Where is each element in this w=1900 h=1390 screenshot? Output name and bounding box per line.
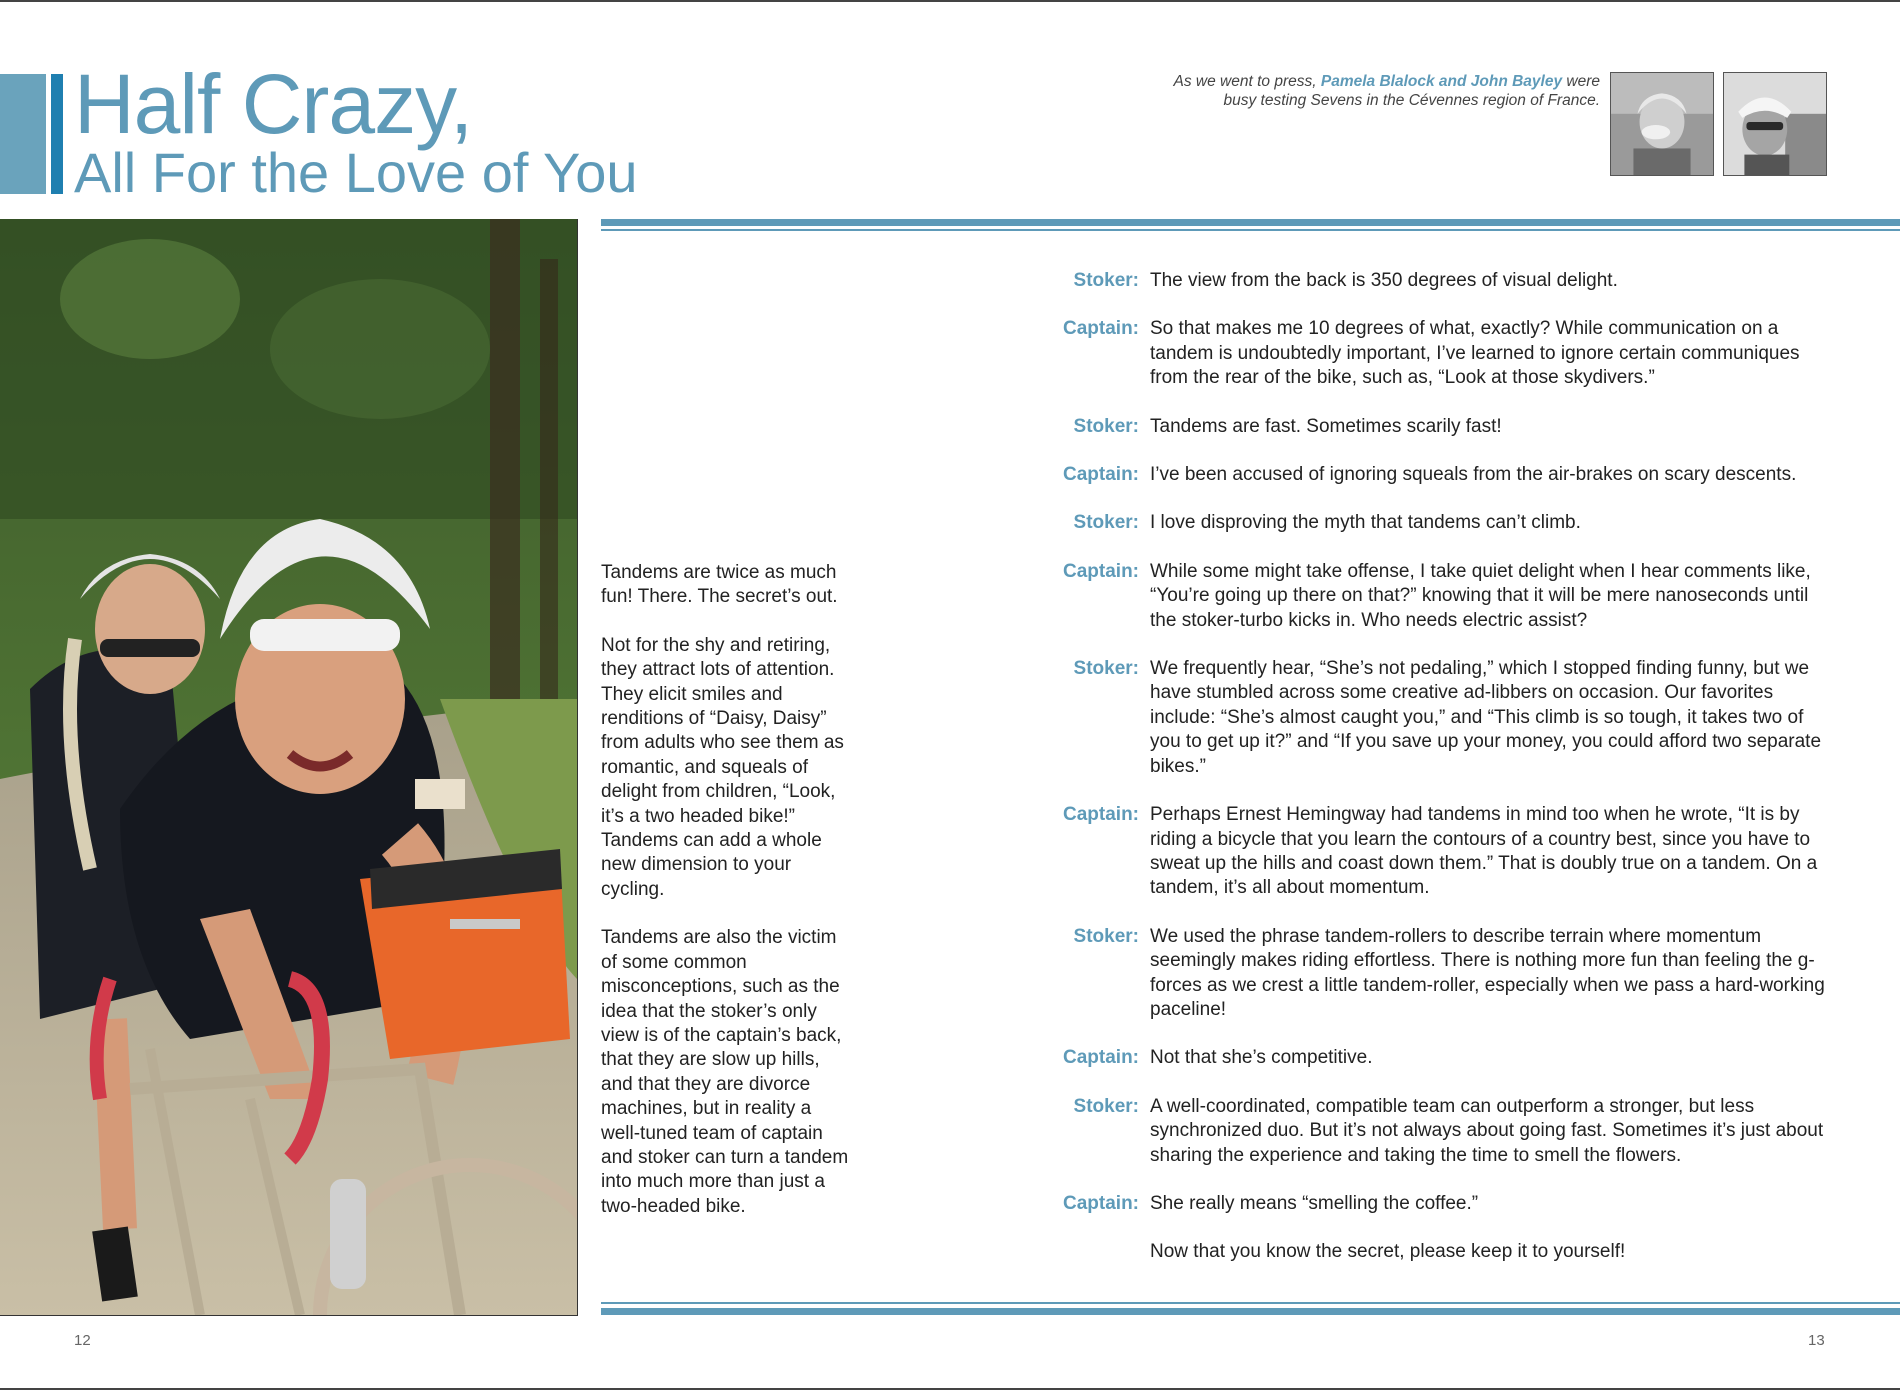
dialogue-column bbox=[1040, 269, 1830, 1289]
author-credit bbox=[1150, 72, 1600, 110]
intro-paragraph: Not for the shy and retiring, they attract lots of attention. They elicit smiles and renditions of “Daisy, Daisy” from adults who see them as romantic, and squeals of delight from children, “Look, it’s a two headed bike!” Tandems can add a whole new dimension to your cycling. bbox=[601, 634, 844, 900]
intro-paragraph: Tandems are twice as much fun! There. The secret’s out. bbox=[601, 562, 838, 608]
dialogue-entry bbox=[1040, 925, 1830, 1023]
title-accent-bar bbox=[0, 74, 46, 194]
speech-text: While some might take offense, I take quiet delight when I hear comments like, “You’re going up there on that?” knowing that it will be mere nanoseconds until the stoker-turbo kicks in. Who needs electric assist? bbox=[1150, 560, 1811, 631]
speaker-label: Stoker: bbox=[1073, 925, 1139, 947]
speaker-label: Stoker: bbox=[1073, 270, 1139, 291]
speaker-label: Captain: bbox=[1063, 318, 1139, 340]
author-portrait-john bbox=[1723, 72, 1827, 176]
top-rule-thick bbox=[601, 219, 1900, 226]
speaker-label: Captain: bbox=[1063, 464, 1139, 486]
speaker-label: Stoker: bbox=[1073, 512, 1139, 534]
speaker-label: Captain: bbox=[1063, 560, 1139, 582]
author-portrait-pamela bbox=[1610, 72, 1714, 176]
speaker-label: Stoker: bbox=[1073, 658, 1139, 680]
tandem-riders-photo bbox=[0, 219, 578, 1316]
speech-text: I’ve been accused of ignoring squeals from the air-brakes on scary descents. bbox=[1150, 464, 1797, 486]
page-number-right: 13 bbox=[1808, 1332, 1825, 1349]
dialogue-entry bbox=[1040, 803, 1830, 901]
dialogue-entry bbox=[1040, 511, 1830, 535]
top-rule-thin bbox=[601, 229, 1900, 231]
dialogue-entry bbox=[1040, 560, 1830, 633]
speech-text: Not that she’s competitive. bbox=[1150, 1047, 1373, 1069]
speaker-label: Captain: bbox=[1063, 804, 1139, 826]
author-names: Pamela Blalock and John Bayley bbox=[1320, 73, 1563, 90]
dialogue-entry bbox=[1040, 317, 1830, 390]
speech-text: We frequently hear, “She’s not pedaling,” which I stopped finding funny, but we have stumbled across some creative ad-libbers on occasion. Our favorites include: “She’s almost caught you,” and “This climb is so tough, it takes two of you to get up it?” and “If you save up your money, you could afford two separate bikes.” bbox=[1150, 658, 1822, 777]
speaker-label: Captain: bbox=[1063, 1047, 1139, 1069]
top-border bbox=[0, 0, 1900, 2]
intro-column bbox=[601, 561, 851, 1243]
speech-text: Now that you know the secret, please keep it to yourself! bbox=[1150, 1241, 1626, 1263]
dialogue-entry bbox=[1040, 463, 1830, 487]
credit-prefix: As we went to press, bbox=[1173, 73, 1317, 90]
speech-text: Perhaps Ernest Hemingway had tandems in mind too when he wrote, “It is by riding a bicycle that you learn the contours of a country best, since you have to sweat up the hills and coast down them.” That is doubly true on a tandem. On a tandem, it’s all about momentum. bbox=[1150, 804, 1818, 899]
dialogue-entry bbox=[1040, 657, 1830, 779]
article-subtitle: All For the Love of You bbox=[74, 141, 638, 204]
speech-text: So that makes me 10 degrees of what, exactly? While communication on a tandem is undoubtedly important, I’ve learned to ignore certain communiques from the rear of the bike, such as, “Look at those skydivers.” bbox=[1150, 318, 1800, 389]
page-number-left: 12 bbox=[74, 1332, 91, 1349]
speaker-label: Stoker: bbox=[1073, 1095, 1139, 1117]
speech-text: I love disproving the myth that tandems can’t climb. bbox=[1150, 512, 1581, 534]
speech-text: A well-coordinated, compatible team can outperform a stronger, but less synchronized duo. But it’s not always about going fast. Sometimes it’s just about sharing the experience and taking the time to smell the flowers. bbox=[1150, 1095, 1824, 1166]
speaker-label: Captain: bbox=[1063, 1192, 1139, 1214]
title-accent-stripe bbox=[51, 74, 63, 194]
speech-text: She really means “smelling the coffee.” bbox=[1150, 1192, 1479, 1214]
dialogue-entry bbox=[1040, 1095, 1830, 1168]
speaker-label: Stoker: bbox=[1073, 415, 1139, 437]
intro-paragraph: Tandems are also the victim of some common misconceptions, such as the idea that the stoker’s only view is of the captain’s back, that they are slow up hills, and that they are divorce machines, but in reality a well-tuned team of captain and stoker can turn a tandem into much more than just a two-headed bike. bbox=[601, 927, 849, 1217]
bottom-rule-thick bbox=[601, 1308, 1900, 1315]
dialogue-entry bbox=[1040, 415, 1830, 439]
speech-text: The view from the back is 350 degrees of visual delight. bbox=[1150, 270, 1618, 291]
dialogue-entry bbox=[1040, 1192, 1830, 1216]
article-title: Half Crazy, bbox=[74, 57, 473, 151]
credit-suffix: were busy testing Sevens in the Cévennes region of France. bbox=[1223, 73, 1600, 109]
dialogue-entry bbox=[1040, 269, 1830, 293]
speech-text: We used the phrase tandem-rollers to describe terrain where momentum seemingly makes riding effortless. There is nothing more fun than feeling the g-forces as we crest a little tandem-roller, especially when we pass a hard-working paceline! bbox=[1150, 925, 1825, 1020]
dialogue-entry bbox=[1040, 1046, 1830, 1070]
bottom-rule-thin bbox=[601, 1302, 1900, 1304]
dialogue-closing bbox=[1040, 1240, 1830, 1264]
speech-text: Tandems are fast. Sometimes scarily fast! bbox=[1150, 415, 1502, 437]
